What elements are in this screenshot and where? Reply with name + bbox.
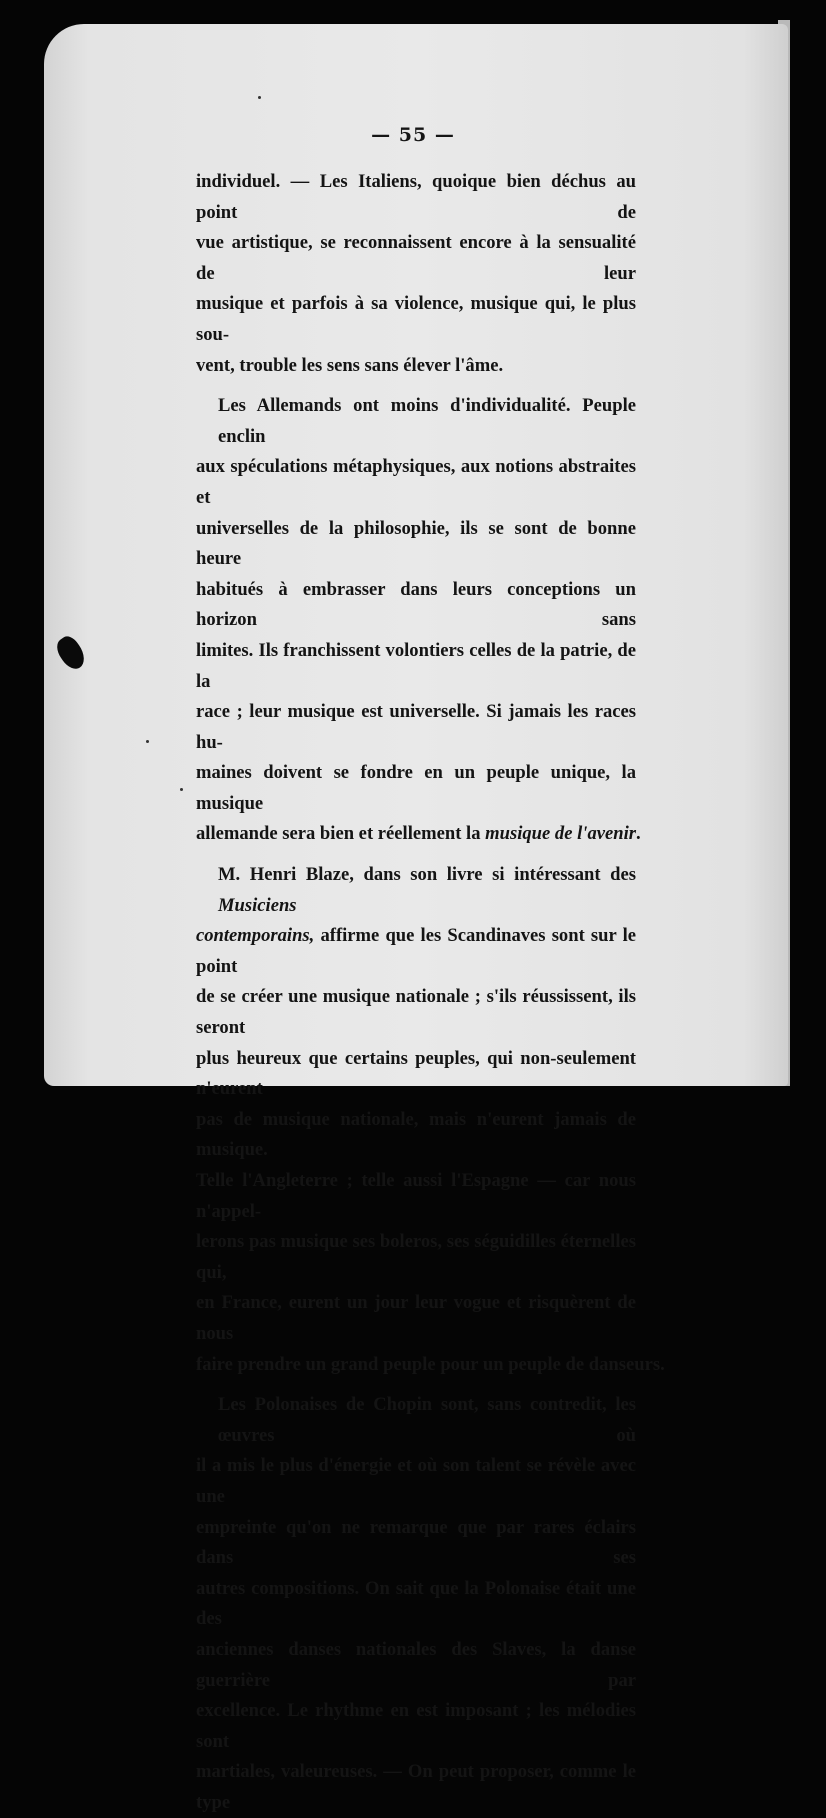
text-line: vue artistique, se reconnaissent encore à la sensualité de leur	[196, 232, 636, 284]
text-fragment: M. Henri Blaze, dans son livre si intéressant des	[218, 864, 636, 886]
text-line: maines doivent se fondre en un peuple unique, la musique	[196, 762, 636, 814]
text-line: Les Polonaises de Chopin sont, sans contredit, les œuvres où	[218, 1394, 636, 1446]
text-line	[196, 860, 636, 921]
text-line: plus heureux que certains peuples, qui non-seulement n'eurent	[196, 1047, 636, 1100]
text-line: habitués à embrasser dans leurs conceptions un horizon sans	[196, 578, 636, 631]
page-number: — 55 —	[371, 124, 455, 146]
text-line: faire prendre un grand peuple pour un peuple de danseurs.	[196, 1353, 665, 1375]
text-line: en France, eurent un jour leur vogue et risquèrent de nous	[196, 1292, 636, 1344]
text-line: anciennes danses nationales des Slaves, la danse guerrière par	[196, 1638, 636, 1691]
body-text	[196, 167, 665, 1818]
italic-title: musique de l'avenir	[485, 823, 636, 845]
text-line: individuel. — Les Italiens, quoique bien déchus au point de	[196, 171, 636, 223]
text-line: limites. Ils franchissent volontiers celles de la patrie, de la	[196, 639, 636, 692]
text-line	[196, 921, 636, 982]
text-line: lerons pas musique ses boleros, ses séguidilles éternelles qui,	[196, 1231, 636, 1283]
text-fragment: allemande sera bien et réellement la	[196, 823, 486, 845]
text-line: de se créer une musique nationale ; s'ils réussissent, ils seront	[196, 986, 636, 1039]
speck	[258, 96, 261, 99]
text-line: aux spéculations métaphysiques, aux notions abstraites et	[196, 456, 636, 508]
text-line: empreinte qu'on ne remarque que par rares éclairs dans ses	[196, 1516, 636, 1569]
text-line: vent, trouble les sens sans élever l'âme.	[196, 354, 504, 376]
text-line: martiales, valeureuses. — On peut proposer, comme le type	[196, 1761, 636, 1813]
speck	[146, 740, 149, 743]
text-fragment: .	[636, 823, 641, 845]
text-line: Les Allemands ont moins d'individualité. Peuple enclin	[218, 395, 636, 447]
italic-title: Musiciens	[218, 894, 297, 916]
text-line: excellence. Le rhythme en est imposant ; les mélodies sont	[196, 1700, 636, 1752]
text-fragment: affirme que les Scandinaves sont sur le point	[196, 925, 636, 977]
text-line	[196, 819, 641, 850]
text-line: il a mis le plus d'énergie et où son talent se révèle avec une	[196, 1455, 636, 1507]
italic-title: contemporains,	[196, 925, 315, 947]
text-line: musique et parfois à sa violence, musique qui, le plus sou-	[196, 293, 636, 345]
text-line: universelles de la philosophie, ils se sont de bonne heure	[196, 517, 636, 570]
text-line: race ; leur musique est universelle. Si jamais les races hu-	[196, 701, 636, 753]
text-line: pas de musique nationale, mais n'eurent jamais de musique.	[196, 1108, 636, 1161]
text-line: autres compositions. On sait que la Polonaise était une des	[196, 1577, 636, 1630]
text-line: Telle l'Angleterre ; telle aussi l'Espagne — car nous n'appel-	[196, 1170, 636, 1222]
speck	[180, 788, 183, 791]
